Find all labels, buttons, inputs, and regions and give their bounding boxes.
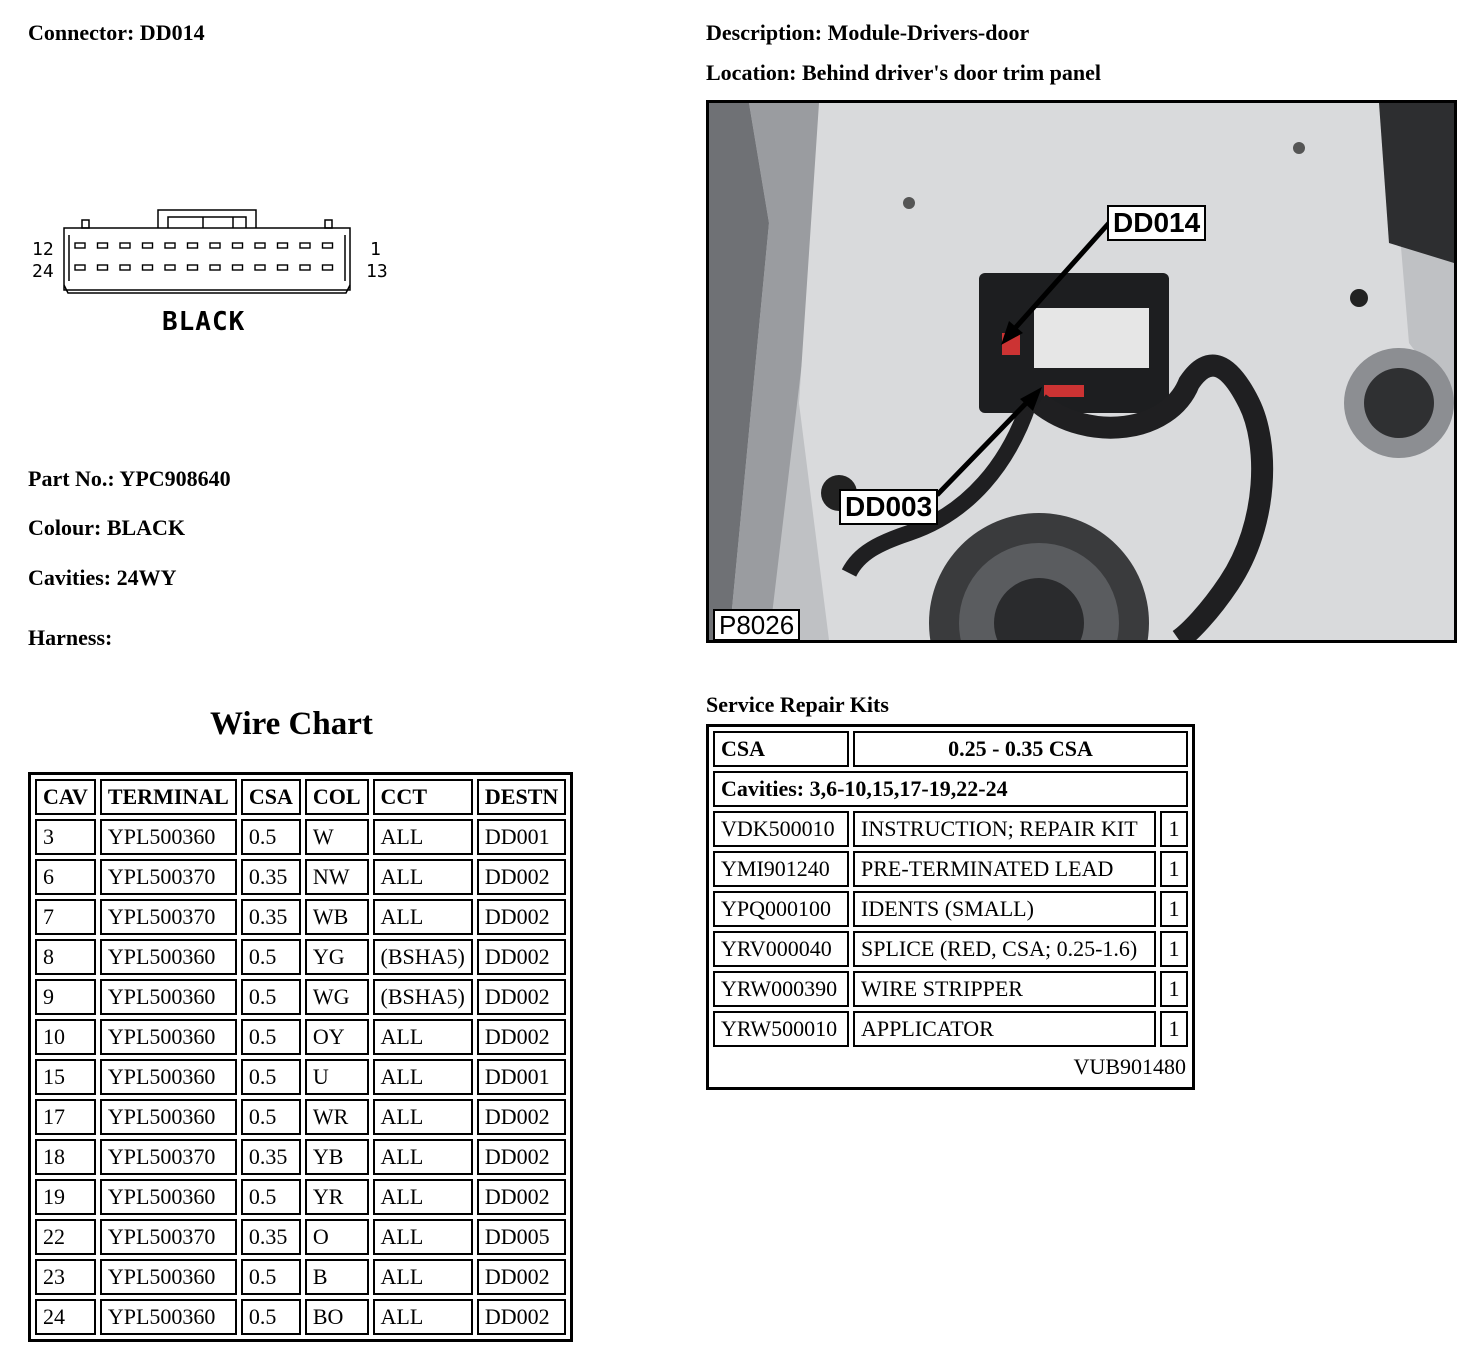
connector-pin bbox=[188, 243, 198, 248]
wire-chart-row bbox=[35, 1059, 566, 1095]
wire-chart-cell: 0.35 bbox=[241, 1139, 301, 1175]
wire-chart-row bbox=[35, 1259, 566, 1295]
connector-pin bbox=[278, 265, 288, 270]
colour: Colour: BLACK bbox=[28, 515, 186, 540]
wire-chart-row bbox=[35, 1179, 566, 1215]
cavities: Cavities: 24WY bbox=[28, 565, 177, 590]
wire-chart-cell: WR bbox=[305, 1099, 369, 1135]
wire-chart-cell: B bbox=[305, 1259, 369, 1295]
wire-chart-row bbox=[35, 939, 566, 975]
pin-number-bottom-right: 13 bbox=[366, 261, 388, 282]
wire-chart-header-cell: COL bbox=[305, 779, 369, 815]
kit-part-number: VDK500010 bbox=[713, 811, 849, 847]
wire-chart-cell: 18 bbox=[35, 1139, 96, 1175]
wire-chart-cell: 0.35 bbox=[241, 1219, 301, 1255]
wire-chart-cell: YPL500370 bbox=[100, 899, 237, 935]
wire-chart-header-cell: TERMINAL bbox=[100, 779, 237, 815]
wire-chart-cell: 0.5 bbox=[241, 1259, 301, 1295]
photo-callout-dd014: DD014 bbox=[1107, 205, 1206, 241]
connector-pin bbox=[255, 243, 265, 248]
wire-chart-cell: YR bbox=[305, 1179, 369, 1215]
wire-chart-cell: 0.35 bbox=[241, 899, 301, 935]
wire-chart-cell: YPL500360 bbox=[100, 979, 237, 1015]
wire-chart-header-cell: CSA bbox=[241, 779, 301, 815]
wire-chart-cell: 9 bbox=[35, 979, 96, 1015]
repair-kit-row bbox=[713, 971, 1188, 1007]
photo-id: P8026 bbox=[713, 609, 800, 641]
wire-chart-row bbox=[35, 979, 566, 1015]
repair-kit-row bbox=[713, 851, 1188, 887]
wire-chart-cell: DD001 bbox=[477, 1059, 566, 1095]
wire-chart-cell: DD002 bbox=[477, 1179, 566, 1215]
wire-chart-cell: ALL bbox=[373, 1299, 473, 1335]
wire-chart-header-row bbox=[35, 779, 566, 815]
wire-chart-cell: DD002 bbox=[477, 1019, 566, 1055]
kit-footer-number: VUB901480 bbox=[1073, 1054, 1186, 1079]
photo-callout-dd003: DD003 bbox=[839, 489, 938, 525]
kit-part-number: YRV000040 bbox=[713, 931, 849, 967]
wire-chart-cell: YPL500360 bbox=[100, 1019, 237, 1055]
connector-pin bbox=[300, 243, 310, 248]
connector-pin bbox=[98, 265, 108, 270]
wire-chart-cell: 6 bbox=[35, 859, 96, 895]
wire-chart-header-cell: CCT bbox=[373, 779, 473, 815]
connector-pin bbox=[165, 265, 175, 270]
wire-chart-cell: DD002 bbox=[477, 1259, 566, 1295]
wire-chart-cell: 0.5 bbox=[241, 1059, 301, 1095]
connector-pin bbox=[143, 243, 153, 248]
kit-quantity: 1 bbox=[1160, 851, 1188, 887]
repair-kit-row bbox=[713, 931, 1188, 967]
kit-part-description: INSTRUCTION; REPAIR KIT bbox=[853, 811, 1156, 847]
wire-chart-cell: 15 bbox=[35, 1059, 96, 1095]
kit-cavities: Cavities: 3,6-10,15,17-19,22-24 bbox=[713, 771, 1188, 807]
wire-chart-cell: YG bbox=[305, 939, 369, 975]
wire-chart-table bbox=[28, 772, 573, 1342]
kit-quantity: 1 bbox=[1160, 811, 1188, 847]
wire-chart-cell: WB bbox=[305, 899, 369, 935]
connector-pin bbox=[120, 243, 130, 248]
wire-chart-cell: 7 bbox=[35, 899, 96, 935]
connector-pin bbox=[210, 243, 220, 248]
connector-pin bbox=[165, 243, 175, 248]
kit-part-description: IDENTS (SMALL) bbox=[853, 891, 1156, 927]
wire-chart-cell: ALL bbox=[373, 819, 473, 855]
wire-chart-cell: 22 bbox=[35, 1219, 96, 1255]
wire-chart-cell: 0.5 bbox=[241, 1099, 301, 1135]
wire-chart-cell: 8 bbox=[35, 939, 96, 975]
kit-part-description: APPLICATOR bbox=[853, 1011, 1156, 1047]
kit-quantity: 1 bbox=[1160, 891, 1188, 927]
wire-chart-cell: BO bbox=[305, 1299, 369, 1335]
wire-chart-cell: YPL500360 bbox=[100, 1259, 237, 1295]
wire-chart-cell: ALL bbox=[373, 1019, 473, 1055]
wire-chart-cell: DD005 bbox=[477, 1219, 566, 1255]
wire-chart-cell: YPL500360 bbox=[100, 1099, 237, 1135]
connector-pin bbox=[255, 265, 265, 270]
wire-chart-cell: DD002 bbox=[477, 939, 566, 975]
kit-part-description: PRE-TERMINATED LEAD bbox=[853, 851, 1156, 887]
pin-number-bottom-left: 24 bbox=[32, 261, 54, 282]
connector-diagram bbox=[28, 205, 398, 350]
wire-chart-cell: 0.5 bbox=[241, 1299, 301, 1335]
wire-chart-cell: U bbox=[305, 1059, 369, 1095]
kit-csa-value: 0.25 - 0.35 CSA bbox=[853, 731, 1188, 767]
wire-chart-cell: 0.35 bbox=[241, 859, 301, 895]
wire-chart-cell: 0.5 bbox=[241, 979, 301, 1015]
wire-chart-header-cell: DESTN bbox=[477, 779, 566, 815]
connector-pin bbox=[323, 243, 333, 248]
wire-chart-cell: DD002 bbox=[477, 979, 566, 1015]
repair-kit-row bbox=[713, 1011, 1188, 1047]
wire-chart-cell: 0.5 bbox=[241, 819, 301, 855]
harness: Harness: bbox=[28, 625, 113, 650]
wire-chart-cell: DD002 bbox=[477, 899, 566, 935]
wire-chart-row bbox=[35, 819, 566, 855]
wire-chart-row bbox=[35, 1019, 566, 1055]
wire-chart-row bbox=[35, 1299, 566, 1335]
repair-kit-row bbox=[713, 811, 1188, 847]
description-label: Description: Module-Drivers-door bbox=[706, 20, 1030, 45]
kit-quantity: 1 bbox=[1160, 1011, 1188, 1047]
kit-part-description: SPLICE (RED, CSA; 0.25-1.6) bbox=[853, 931, 1156, 967]
wire-chart-cell: DD001 bbox=[477, 819, 566, 855]
connector-pin bbox=[188, 265, 198, 270]
wire-chart-cell: 0.5 bbox=[241, 1019, 301, 1055]
location-photo bbox=[706, 100, 1457, 643]
kit-part-number: YRW000390 bbox=[713, 971, 849, 1007]
location-label: Location: Behind driver's door trim panel bbox=[706, 60, 1101, 85]
wire-chart-row bbox=[35, 859, 566, 895]
wire-chart-cell: O bbox=[305, 1219, 369, 1255]
wire-chart-cell: DD002 bbox=[477, 1139, 566, 1175]
connector-pin bbox=[143, 265, 153, 270]
wire-chart-cell: YPL500370 bbox=[100, 1219, 237, 1255]
wire-chart-cell: 23 bbox=[35, 1259, 96, 1295]
wire-chart-cell: OY bbox=[305, 1019, 369, 1055]
wire-chart-cell: YPL500360 bbox=[100, 819, 237, 855]
wire-chart-cell: ALL bbox=[373, 899, 473, 935]
kit-part-number: YPQ000100 bbox=[713, 891, 849, 927]
wire-chart-cell: ALL bbox=[373, 1059, 473, 1095]
pin-number-top-right: 1 bbox=[370, 239, 381, 260]
wire-chart-cell: YPL500360 bbox=[100, 1299, 237, 1335]
kit-part-description: WIRE STRIPPER bbox=[853, 971, 1156, 1007]
connector-pin bbox=[98, 243, 108, 248]
wire-chart-title: Wire Chart bbox=[210, 706, 373, 742]
connector-pin bbox=[323, 265, 333, 270]
pin-number-top-left: 12 bbox=[32, 239, 54, 260]
repair-kits-title: Service Repair Kits bbox=[706, 692, 889, 717]
wire-chart-cell: ALL bbox=[373, 1219, 473, 1255]
connector-pin bbox=[233, 243, 243, 248]
repair-kits-table bbox=[706, 724, 1195, 1090]
wire-chart-cell: YPL500360 bbox=[100, 1059, 237, 1095]
wire-chart-cell: 19 bbox=[35, 1179, 96, 1215]
connector-label: Connector: DD014 bbox=[28, 20, 205, 45]
wire-chart-cell: (BSHA5) bbox=[373, 979, 473, 1015]
wire-chart-cell: ALL bbox=[373, 859, 473, 895]
wire-chart-cell: YPL500370 bbox=[100, 1139, 237, 1175]
wire-chart-cell: ALL bbox=[373, 1139, 473, 1175]
wire-chart-cell: ALL bbox=[373, 1259, 473, 1295]
wire-chart-cell: DD002 bbox=[477, 859, 566, 895]
kit-part-number: YMI901240 bbox=[713, 851, 849, 887]
wire-chart-row bbox=[35, 899, 566, 935]
wire-chart-cell: YPL500370 bbox=[100, 859, 237, 895]
part-number: Part No.: YPC908640 bbox=[28, 466, 231, 491]
wire-chart-cell: YB bbox=[305, 1139, 369, 1175]
wire-chart-cell: NW bbox=[305, 859, 369, 895]
wire-chart-cell: 24 bbox=[35, 1299, 96, 1335]
repair-kit-row bbox=[713, 891, 1188, 927]
wire-chart-cell: YPL500360 bbox=[100, 1179, 237, 1215]
wire-chart-cell: 10 bbox=[35, 1019, 96, 1055]
kit-csa-label: CSA bbox=[713, 731, 849, 767]
connector-pin bbox=[120, 265, 130, 270]
connector-color-label: BLACK bbox=[162, 307, 246, 337]
wire-chart-cell: DD002 bbox=[477, 1299, 566, 1335]
wire-chart-cell: (BSHA5) bbox=[373, 939, 473, 975]
kit-quantity: 1 bbox=[1160, 971, 1188, 1007]
wire-chart-cell: W bbox=[305, 819, 369, 855]
wire-chart-row bbox=[35, 1219, 566, 1255]
wire-chart-header-cell: CAV bbox=[35, 779, 96, 815]
wire-chart-cell: 0.5 bbox=[241, 1179, 301, 1215]
connector-pin bbox=[233, 265, 243, 270]
connector-pin bbox=[75, 243, 85, 248]
kit-quantity: 1 bbox=[1160, 931, 1188, 967]
connector-pin bbox=[300, 265, 310, 270]
wire-chart-cell: WG bbox=[305, 979, 369, 1015]
wire-chart-cell: 17 bbox=[35, 1099, 96, 1135]
wire-chart-cell: 3 bbox=[35, 819, 96, 855]
wire-chart-cell: YPL500360 bbox=[100, 939, 237, 975]
wire-chart-cell: ALL bbox=[373, 1179, 473, 1215]
wire-chart-cell: ALL bbox=[373, 1099, 473, 1135]
connector-pin bbox=[278, 243, 288, 248]
connector-pin bbox=[210, 265, 220, 270]
wire-chart-cell: DD002 bbox=[477, 1099, 566, 1135]
wire-chart-cell: 0.5 bbox=[241, 939, 301, 975]
kit-part-number: YRW500010 bbox=[713, 1011, 849, 1047]
wire-chart-row bbox=[35, 1099, 566, 1135]
connector-pin bbox=[75, 265, 85, 270]
wire-chart-row bbox=[35, 1139, 566, 1175]
